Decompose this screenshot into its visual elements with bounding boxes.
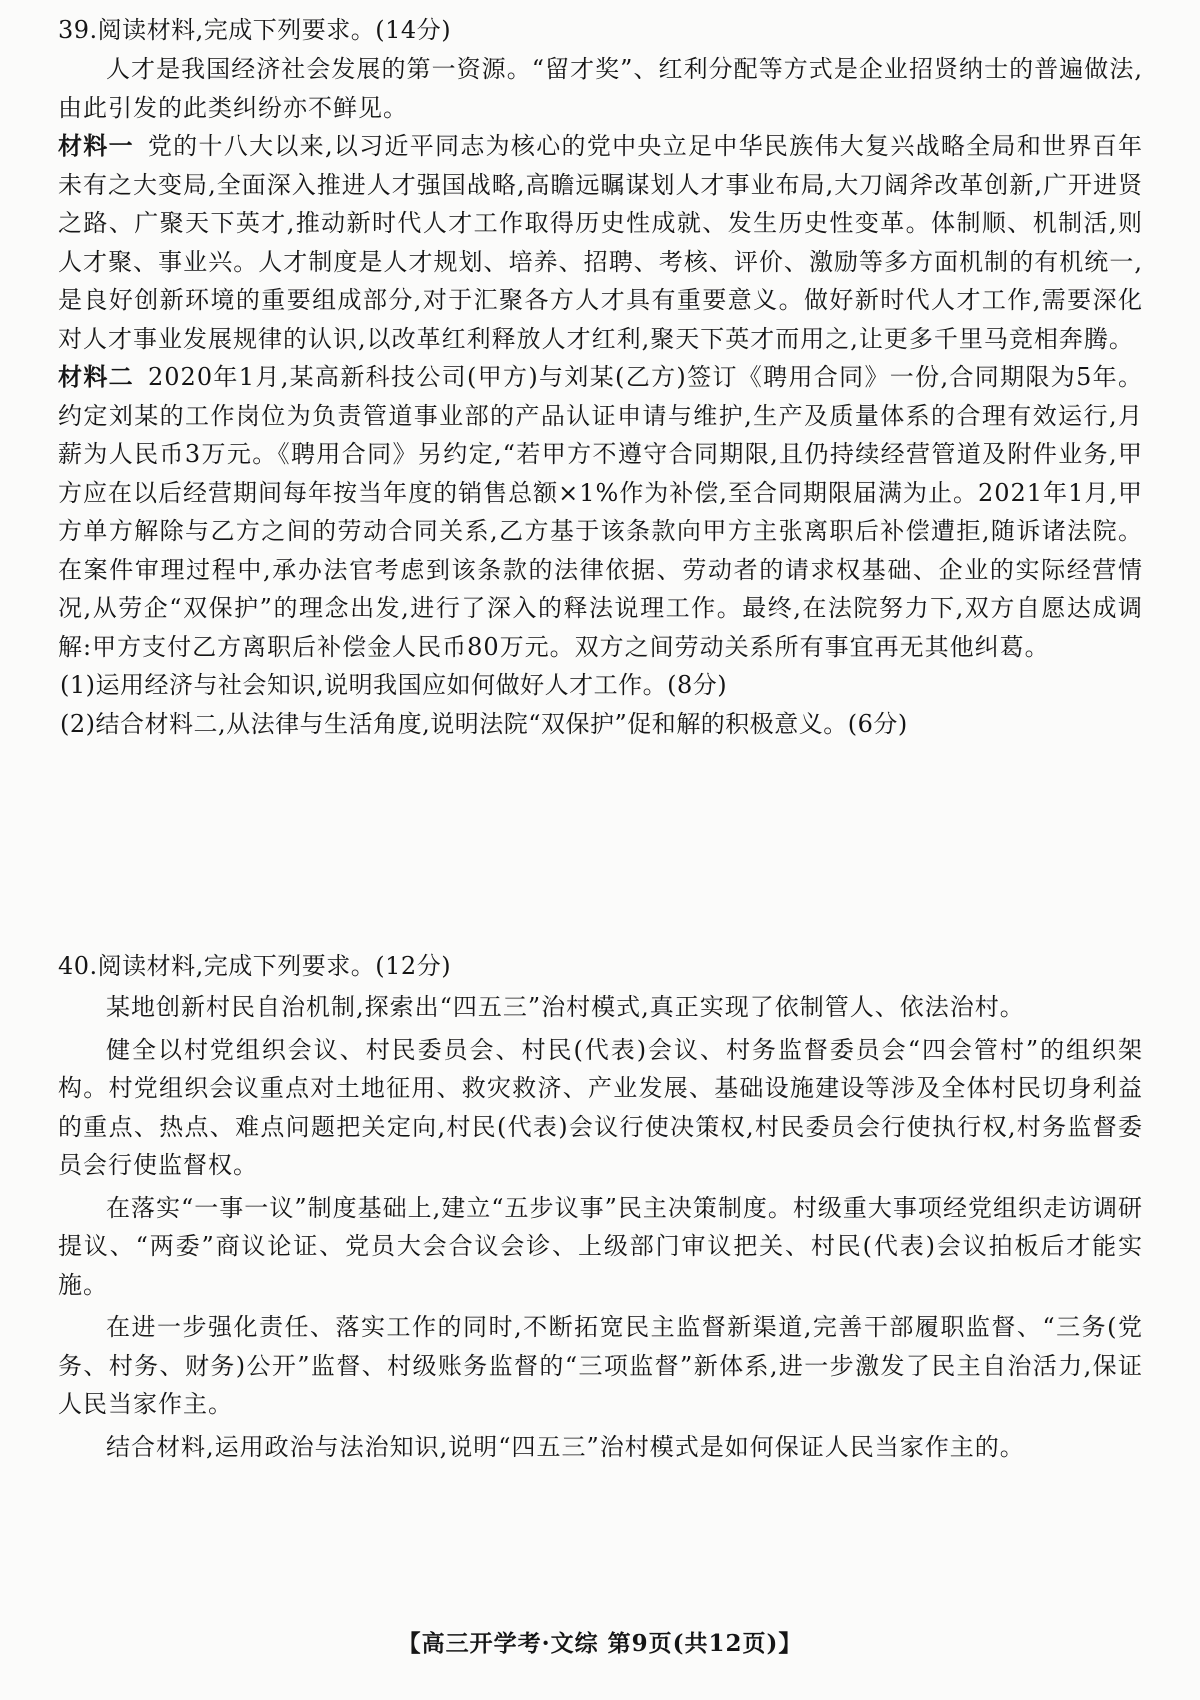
question-39-header: 39.阅读材料,完成下列要求。(14分)	[58, 16, 452, 44]
question-40-prompt: 结合材料,运用政治与法治知识,说明“四五三”治村模式是如何保证人民当家作主的。	[106, 1432, 1025, 1461]
material-2-label: 材料二	[58, 362, 135, 391]
material-1-text: 党的十八大以来,以习近平同志为核心的党中央立足中华民族伟大复兴战略全局和世界百年未有之大变局,全面深入推进人才强国战略,高瞻远瞩谋划人才事业布局,大刀阔斧改革创新,广开进贤之路、广聚天下英才,推动新时代人才工作取得历史性成就、发生历史性变革。体制顺、机制活,则人才聚、事业兴。人才制度是人才规划、培养、招聘、考核、评价、激励等多方面机制的有机统一,是良好创新环境的重要组成部分,对于汇聚各方人才具有重要意义。做好新时代人才工作,需要深化对人才事业发展规律的认识,以改革红利释放人才红利,聚天下英才而用之,让更多千里马竞相奔腾。	[58, 132, 1143, 353]
question-40-paragraph-3: 在落实“一事一议”制度基础上,建立“五步议事”民主决策制度。村级重大事项经党组织走访调研提议、“两委”商议论证、党员大会合议会诊、上级部门审议把关、村民(代表)会议拍板后才能实施。	[58, 1193, 1143, 1299]
question-39-intro: 人才是我国经济社会发展的第一资源。“留才奖”、红利分配等方式是企业招贤纳士的普遍做法,由此引发的此类纠纷亦不鲜见。	[58, 55, 1143, 122]
material-1-label: 材料一	[58, 131, 134, 160]
question-39	[58, 12, 1143, 744]
material-1	[58, 127, 1143, 358]
page-footer: 【高三开学考·文综 第9页(共12页)】	[397, 1630, 803, 1657]
material-2-text: 2020年1月,某高新科技公司(甲方)与刘某(乙方)签订《聘用合同》一份,合同期限为5年。约定刘某的工作岗位为负责管道事业部的产品认证申请与维护,生产及质量体系的合理有效运行,月薪为人民币3万元。《聘用合同》另约定,“若甲方不遵守合同期限,且仍持续经营管道及附件业务,甲方应在以后经营期间每年按当年度的销售总额×1%作为补偿,至合同期限届满为止。2021年1月,甲方单方解除与乙方之间的劳动合同关系,乙方基于该条款向甲方主张离职后补偿遭拒,随诉诸法院。在案件审理过程中,承办法官考虑到该条款的法律依据、劳动者的请求权基础、企业的实际经营情况,从劳企“双保护”的理念出发,进行了深入的释法说理工作。最终,在法院努力下,双方自愿达成调解:甲方支付乙方离职后补偿金人民币80万元。双方之间劳动关系所有事宜再无其他纠葛。	[58, 363, 1144, 661]
question-40-header: 40.阅读材料,完成下列要求。(12分)	[58, 952, 452, 980]
question-39-sub-2: (2)结合材料二,从法律与生活角度,说明法院“双保护”促和解的积极意义。(6分)	[60, 710, 908, 738]
question-40-paragraph-4: 在进一步强化责任、落实工作的同时,不断拓宽民主监督新渠道,完善干部履职监督、“三务(党务、村务、财务)公开”监督、村级账务监督的“三项监督”新体系,进一步激发了民主自治活力,保证人民当家作主。	[58, 1313, 1143, 1418]
question-40-paragraph-1: 某地创新村民自治机制,探索出“四五三”治村模式,真正实现了依制管人、依法治村。	[106, 993, 1025, 1021]
question-39-sub-1: (1)运用经济与社会知识,说明我国应如何做好人才工作。(8分)	[60, 671, 728, 699]
question-40-paragraph-2: 健全以村党组织会议、村民委员会、村民(代表)会议、村务监督委员会“四会管村”的组织架构。村党组织会议重点对土地征用、救灾救济、产业发展、基础设施建设等涉及全体村民切身利益的重点、热点、难点问题把关定向,村民(代表)会议行使决策权,村民委员会行使执行权,村务监督委员会行使监督权。	[58, 1035, 1143, 1179]
question-40	[58, 948, 1143, 1466]
material-2	[58, 358, 1143, 666]
